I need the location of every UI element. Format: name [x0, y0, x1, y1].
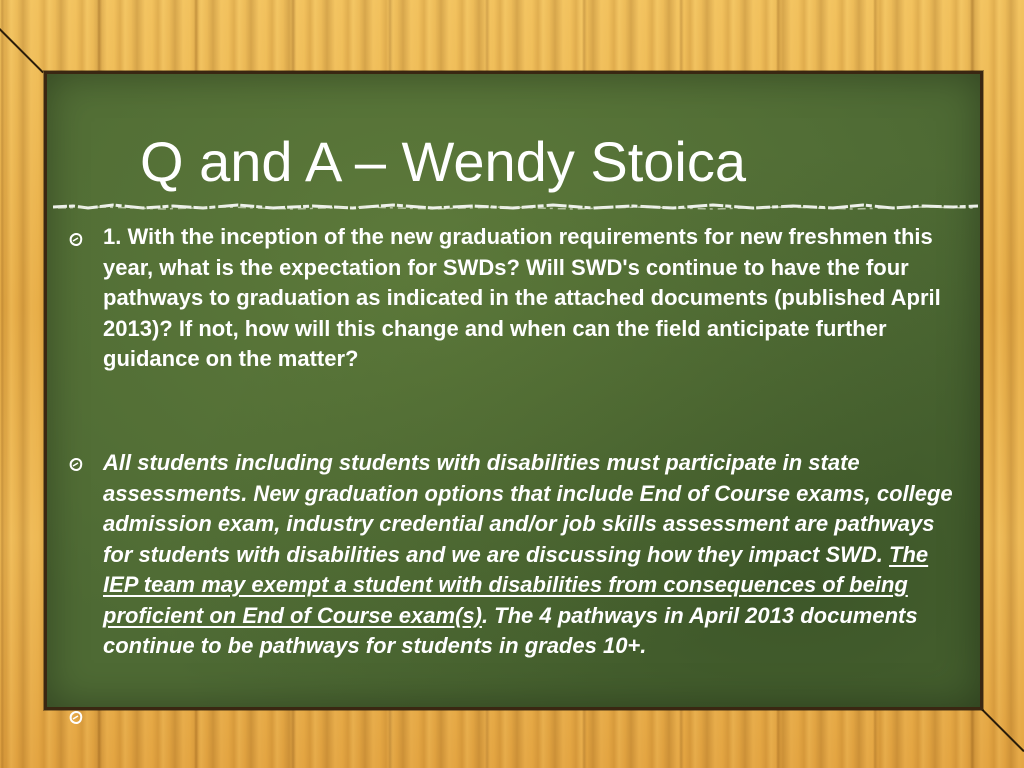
answer-text-underlined: The IEP team may exempt a student with disabilities from consequences of being proficient on End of Course exam(s): [103, 541, 929, 628]
answer-text-part2: . The 4 pathways in April 2013 documents continue to be pathways for students in grades 10+.: [103, 602, 918, 658]
chalk-bullet-icon: [68, 457, 84, 473]
question-text: 1. With the inception of the new graduation requirements for new freshmen this year, what is the expectation for SWDs? Will SWD's continue to have the four pathways to graduation as indicated in the attached documents (published April 2013)? If not, how will this change and when can the field anticipate further guidance on the matter?: [103, 224, 941, 371]
chalk-divider: [53, 202, 978, 212]
frame-corner-line-bottom-right: [977, 704, 1024, 752]
frame-corner-line-top-left: [0, 28, 44, 73]
answer-text: [103, 448, 968, 662]
chalkboard: [44, 71, 983, 710]
slide-title: Q and A – Wendy Stoica: [140, 130, 747, 193]
chalk-bullet-icon: [68, 232, 84, 248]
chalk-bullet-icon: [68, 710, 84, 726]
answer-text-part1: All students including students with disabilities must participate in state assessments. New graduation options that include End of Course exams, college admission exam, industry credential and/or job skills assessment are pathways for students with disabilities and we are discussing how they impact SWD.: [103, 450, 953, 567]
